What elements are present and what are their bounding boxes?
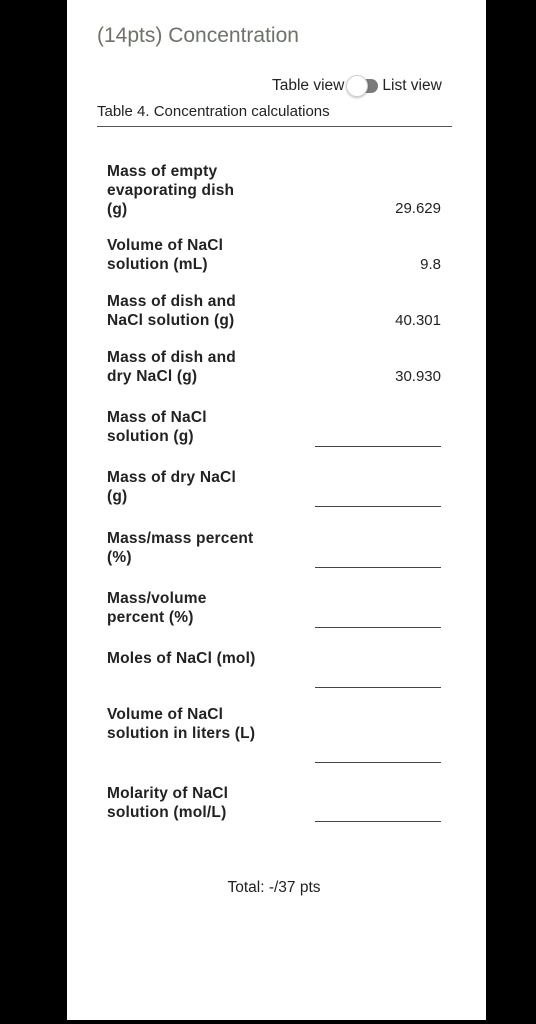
list-view-label[interactable]: List view — [382, 77, 442, 94]
row-label: Mass/volume percent (%) — [107, 590, 207, 626]
row-value: 30.930 — [395, 368, 441, 385]
table-view-label[interactable]: Table view — [272, 77, 345, 94]
row-label: Mass of dry NaCl (g) — [107, 469, 236, 505]
row-value: 9.8 — [420, 256, 441, 273]
mass-volume-percent-input[interactable] — [315, 609, 441, 628]
row-label: Volume of NaCl solution in liters (L) — [107, 706, 256, 742]
row-value: 29.629 — [395, 200, 441, 217]
volume-liters-input[interactable] — [315, 744, 441, 763]
row-label: Mass of dish and dry NaCl (g) — [107, 349, 236, 385]
mass-dry-nacl-input[interactable] — [315, 488, 441, 507]
row-value: 40.301 — [395, 312, 441, 329]
mass-mass-percent-input[interactable] — [315, 549, 441, 568]
table-caption: Table 4. Concentration calculations — [97, 103, 452, 127]
worksheet-page — [67, 0, 486, 1020]
row-label: Mass of dish and NaCl solution (g) — [107, 293, 236, 329]
total-points: Total: -/37 pts — [227, 879, 321, 896]
section-title: (14pts) Concentration — [97, 24, 299, 47]
row-label: Mass of empty evaporating dish (g) — [107, 163, 235, 218]
row-label: Moles of NaCl (mol) — [107, 650, 256, 667]
molarity-input[interactable] — [315, 803, 441, 822]
row-label: Volume of NaCl solution (mL) — [107, 237, 224, 273]
toggle-knob — [346, 75, 368, 97]
moles-nacl-input[interactable] — [315, 669, 441, 688]
mass-nacl-solution-input[interactable] — [315, 428, 441, 447]
view-toggle-switch[interactable] — [346, 75, 380, 97]
row-label: Molarity of NaCl solution (mol/L) — [107, 785, 229, 821]
row-label: Mass of NaCl solution (g) — [107, 409, 207, 445]
view-toggle — [272, 75, 442, 97]
row-label: Mass/mass percent (%) — [107, 530, 254, 566]
